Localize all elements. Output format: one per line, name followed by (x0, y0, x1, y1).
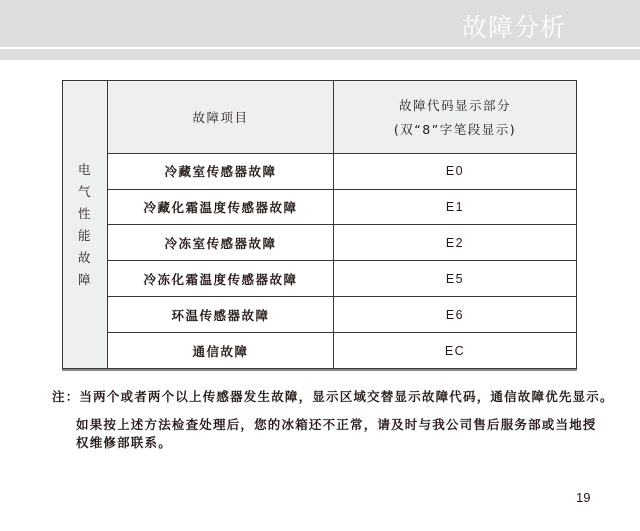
table-row (63, 261, 577, 297)
table-header-row (63, 81, 577, 154)
note-line-1: 注：当两个或者两个以上传感器发生故障，显示区域交替显示故障代码，通信故障优先显示。 (52, 389, 614, 404)
column-header-code-line1: 故障代码显示部分 (398, 97, 511, 113)
header-sub-band (0, 49, 640, 60)
table-row (63, 225, 577, 261)
page-number: 19 (576, 490, 591, 505)
category-char: 电 (77, 161, 92, 177)
fault-code: E0 (334, 153, 577, 189)
fault-item: 冷冻室传感器故障 (108, 225, 334, 261)
fault-item: 环温传感器故障 (108, 297, 334, 333)
fault-code: E1 (334, 189, 577, 225)
fault-code: E5 (334, 261, 577, 297)
fault-code-table (62, 80, 577, 369)
category-char: 性 (77, 205, 92, 221)
table-row (63, 153, 577, 189)
category-char: 障 (77, 271, 92, 287)
category-cell (63, 81, 108, 369)
table-row (63, 297, 577, 333)
table-row (63, 189, 577, 225)
fault-item: 冷藏化霜温度传感器故障 (108, 189, 334, 225)
column-header-item: 故障项目 (108, 81, 334, 154)
category-char: 气 (77, 183, 92, 199)
fault-item: 冷藏室传感器故障 (108, 153, 334, 189)
page-title: 故障分析 (461, 13, 566, 42)
fault-table-container (62, 80, 577, 369)
fault-code: E6 (334, 297, 577, 333)
category-char: 故 (77, 249, 92, 265)
table-row (63, 333, 577, 369)
note-line-3: 权维修部联系。 (76, 435, 172, 450)
fault-code: EC (334, 333, 577, 369)
notes-section (52, 388, 612, 452)
note-line-2: 如果按上述方法检查处理后，您的冰箱还不正常，请及时与我公司售后服务部或当地授 (76, 417, 597, 432)
fault-item: 冷冻化霜温度传感器故障 (108, 261, 334, 297)
column-header-code (334, 81, 577, 154)
category-char: 能 (77, 227, 92, 243)
fault-item: 通信故障 (108, 333, 334, 369)
fault-code: E2 (334, 225, 577, 261)
column-header-code-line2: (双“8”字笔段显示) (393, 121, 517, 137)
